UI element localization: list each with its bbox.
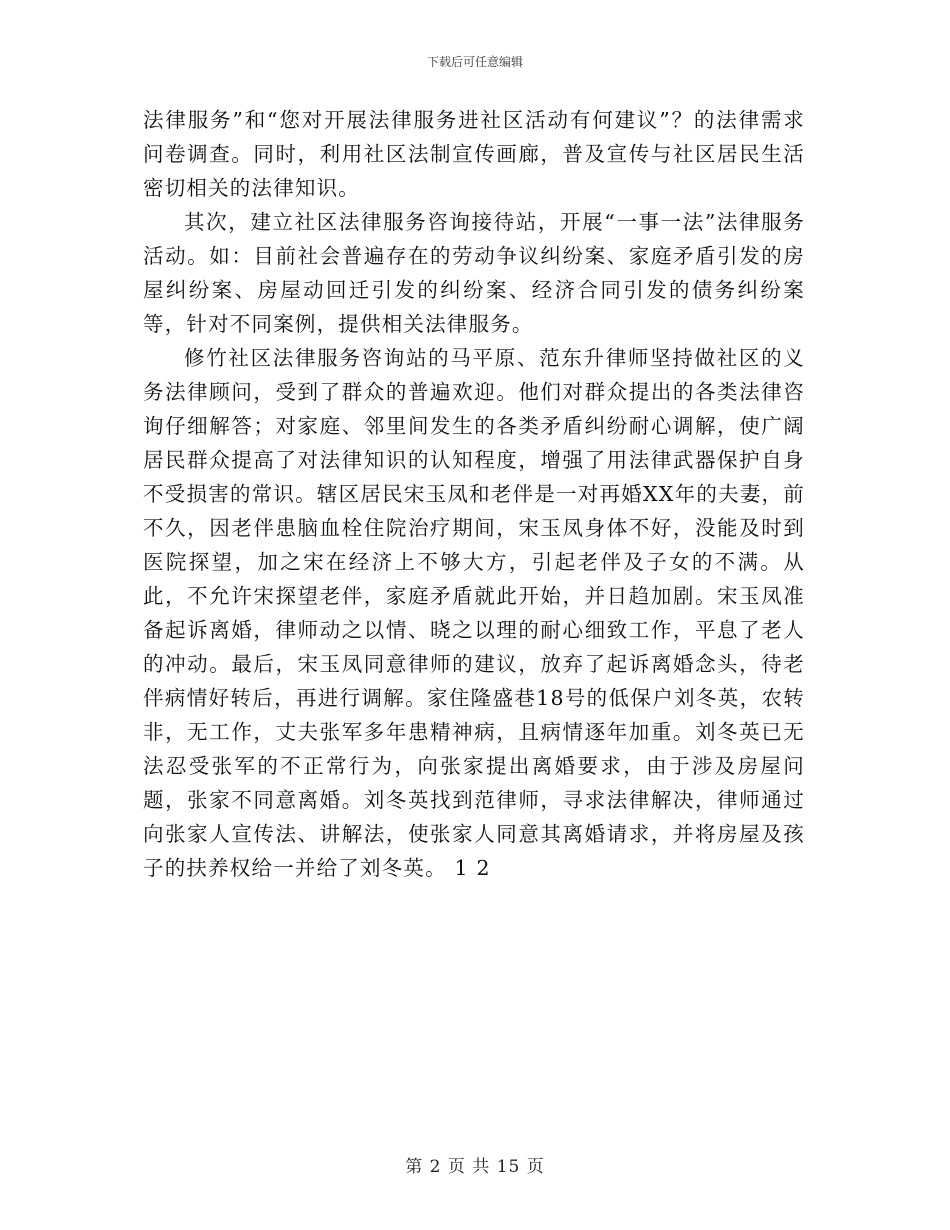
paragraph-1: 法律服务”和“您对开展法律服务进社区活动有何建议”？的法律需求问卷调查。同时，利用社区法制宣传画廊，普及宣传与社区居民生活密切相关的法律知识。 <box>143 108 805 200</box>
page-header: 下载后可任意编辑 <box>426 55 523 69</box>
paragraph-3: 修竹社区法律服务咨询站的马平原、范东升律师坚持做社区的义务法律顾问，受到了群众的普遍欢迎。他们对群众提出的各类法律咨询仔细解答；对家庭、邻里间发生的各类矛盾纠纷耐心调解，使广阔居民群众提高了对法律知识的认知程度，增强了用法律武器保护自身不受损害的常识。辖区居民宋玉凤和老伴是一对再婚XX年的夫妻，前不久，因老伴患脑血栓住院治疗期间，宋玉凤身体不好，没能及时到医院探望，加之宋在经济上不够大方，引起老伴及子女的不满。从此，不允许宋探望老伴，家庭矛盾就此开始，并日趋加剧。宋玉凤准备起诉离婚，律师动之以情、晓之以理的耐心细致工作，平息了老人的冲动。最后，宋玉凤同意律师的建议，放弃了起诉离婚念头，待老伴病情好转后，再进行调解。家住隆盛巷18号的低保户刘冬英，农转非，无工作，丈夫张军多年患精神病，且病情逐年加重。刘冬英已无法忍受张军的不正常行为，向张家提出离婚要求，由于涉及房屋问题，张家不同意离婚。刘冬英找到范律师，寻求法律解决，律师通过向张家人宣传法、讲解法，使张家人同意其离婚请求，并将房屋及孩子的扶养权给一并给了刘冬英。 1 2 <box>143 346 805 880</box>
page-footer: 第 2 页 共 15 页 <box>405 1157 545 1177</box>
paragraph-2: 其次，建立社区法律服务咨询接待站，开展“一事一法”法律服务活动。如：目前社会普遍存在的劳动争议纠纷案、家庭矛盾引发的房屋纠纷案、房屋动回迁引发的纠纷案、经济合同引发的债务纠纷案等，针对不同案例，提供相关法律服务。 <box>143 210 805 336</box>
document-body <box>143 103 805 885</box>
